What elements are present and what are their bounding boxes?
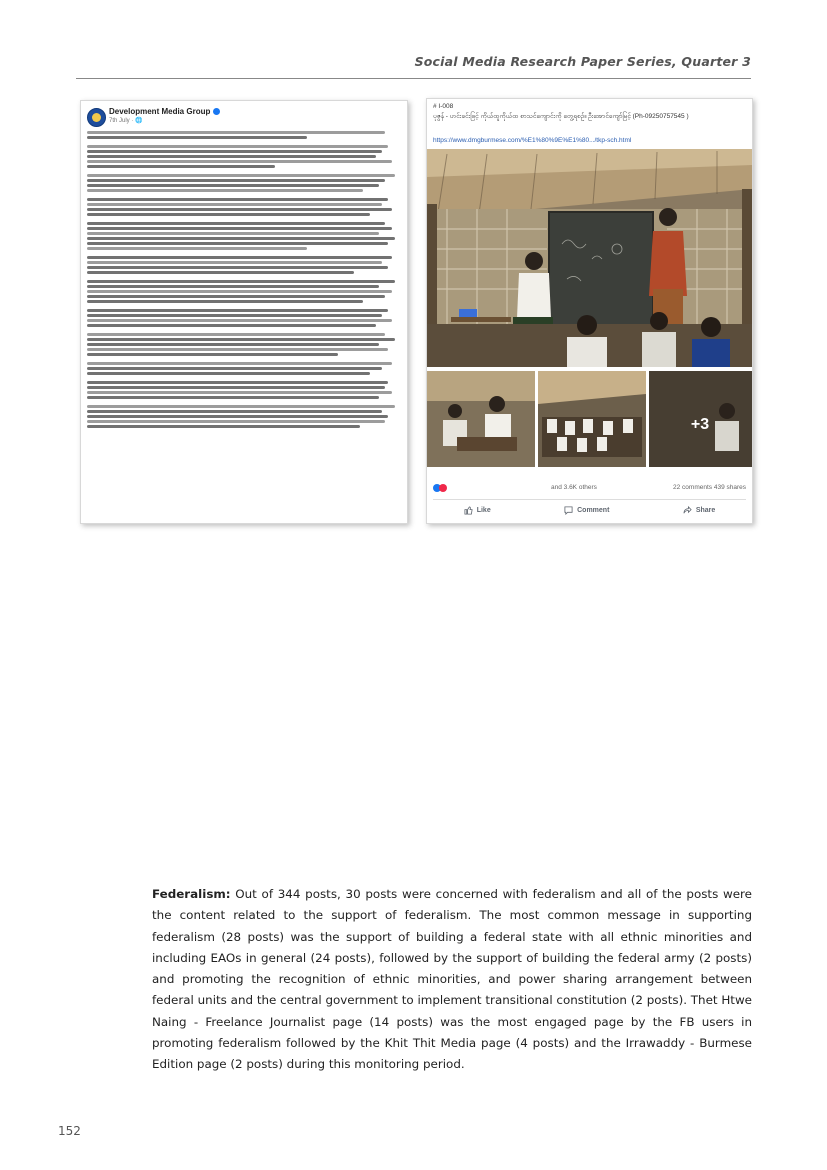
burmese-text-line <box>87 386 385 389</box>
love-reaction-icon <box>439 484 447 492</box>
burmese-text-line <box>87 271 354 274</box>
burmese-text-line <box>87 353 338 356</box>
burmese-text-line <box>87 425 360 428</box>
post-caption: ပုဇွန် - ဟင်းခင်းဖြင့် ကိုယ်ထူကိုယ်ထ စာသင်ကျောင်းကို တွေ့ရစဉ်။ ဦးအောင်ကျော်မြင့် (Ph-09250757545 ) <box>433 113 689 120</box>
series-title: Social Media Research Paper Series, Quarter 3 <box>414 54 751 69</box>
burmese-text-line <box>87 165 275 168</box>
reaction-count[interactable]: and 3.6K others <box>551 484 597 491</box>
burmese-text-line <box>87 343 379 346</box>
post-link[interactable]: https://www.dmgburmese.com/%E1%80%9E%E1%80.../tkp-sch.html <box>433 137 632 144</box>
share-label: Share <box>695 506 716 514</box>
post-actions <box>427 502 752 518</box>
like-button[interactable] <box>464 506 491 515</box>
burmese-text-line <box>87 189 363 192</box>
burmese-text-line <box>87 136 307 139</box>
post-meta: 7th July · 🌐 <box>109 118 143 124</box>
thumbnail-photo-3[interactable] <box>649 371 752 467</box>
burmese-text-line <box>87 280 395 283</box>
burmese-text-line <box>87 420 385 423</box>
comments-shares-count[interactable]: 22 comments 439 shares <box>673 484 746 491</box>
header-rule <box>76 78 751 79</box>
burmese-text-line <box>87 338 395 341</box>
burmese-text-line <box>87 362 392 365</box>
comment-button[interactable] <box>564 506 609 515</box>
comment-icon <box>564 506 573 515</box>
burmese-text-line <box>87 256 392 259</box>
burmese-text-line <box>87 155 376 158</box>
burmese-text-line <box>87 290 392 293</box>
burmese-text-line <box>87 232 379 235</box>
section-lead: Federalism: <box>152 887 231 901</box>
right-post-screenshot <box>426 98 753 524</box>
burmese-text-line <box>87 391 392 394</box>
burmese-text-line <box>87 198 388 201</box>
burmese-text-line <box>87 295 385 298</box>
burmese-text-line <box>87 415 388 418</box>
burmese-text-line <box>87 145 388 148</box>
page-avatar <box>87 108 106 127</box>
post-id: # I-008 <box>433 103 454 110</box>
engagement-stats <box>433 483 746 495</box>
more-photos-count: +3 <box>690 416 710 433</box>
burmese-text-line <box>87 213 370 216</box>
thumbnail-photo-1[interactable] <box>427 371 535 467</box>
burmese-text-line <box>87 300 363 303</box>
burmese-text-line <box>87 203 382 206</box>
burmese-text-line <box>87 266 388 269</box>
burmese-text-line <box>87 348 388 351</box>
classroom-photo-collage[interactable] <box>427 149 752 467</box>
burmese-text-line <box>87 242 388 245</box>
thumbnail-photo-2[interactable] <box>538 371 646 467</box>
burmese-text-line <box>87 314 382 317</box>
burmese-text-line <box>87 208 392 211</box>
main-photo <box>427 149 752 367</box>
burmese-text-line <box>87 309 388 312</box>
burmese-text-line <box>87 367 382 370</box>
reaction-icons[interactable] <box>433 484 447 492</box>
left-post-screenshot <box>80 100 408 524</box>
burmese-text-line <box>87 247 307 250</box>
post-header <box>87 107 401 129</box>
thumbs-up-icon <box>464 506 473 515</box>
burmese-text-line <box>87 405 395 408</box>
share-arrow-icon <box>683 506 692 515</box>
comment-label: Comment <box>577 506 610 514</box>
page-number: 152 <box>58 1124 81 1138</box>
burmese-text-line <box>87 222 385 225</box>
post-body-burmese-text <box>87 131 401 519</box>
federalism-paragraph <box>152 884 752 1076</box>
like-label: Like <box>476 506 491 514</box>
burmese-text-line <box>87 285 379 288</box>
burmese-text-line <box>87 174 395 177</box>
burmese-text-line <box>87 237 395 240</box>
burmese-text-line <box>87 396 379 399</box>
burmese-text-line <box>87 372 370 375</box>
burmese-text-line <box>87 160 392 163</box>
share-button[interactable] <box>683 506 715 515</box>
actions-divider <box>433 499 746 500</box>
burmese-text-line <box>87 179 385 182</box>
burmese-text-line <box>87 410 382 413</box>
burmese-text-line <box>87 184 379 187</box>
burmese-text-line <box>87 333 385 336</box>
verified-badge-icon <box>213 108 220 115</box>
burmese-text-line <box>87 324 376 327</box>
burmese-text-line <box>87 261 382 264</box>
page-name: Development Media Group <box>109 107 220 116</box>
burmese-text-line <box>87 319 392 322</box>
burmese-text-line <box>87 227 392 230</box>
burmese-text-line <box>87 150 382 153</box>
burmese-text-line <box>87 381 388 384</box>
paragraph-text: Out of 344 posts, 30 posts were concerned with federalism and all of the posts were the content related to the support of federalism. The most common message in supporting federalism (28 posts) was the support of building a federal state with all ethnic minorities and including EAOs in general (24 posts), followed by the support of building the federal army (2 posts) and promoting the recognition of ethnic minorities, and power sharing arrangement between federal units and the central government to implement transitional constitution (2 posts). Thet Htwe Naing - Freelance Journalist page (14 posts) was the most engaged page by the FB users in promoting federalism followed by the Khit Thit Media page (4 posts) and the Irrawaddy - Burmese Edition page (2 posts) during this monitoring period. <box>152 887 752 1072</box>
burmese-text-line <box>87 131 385 134</box>
